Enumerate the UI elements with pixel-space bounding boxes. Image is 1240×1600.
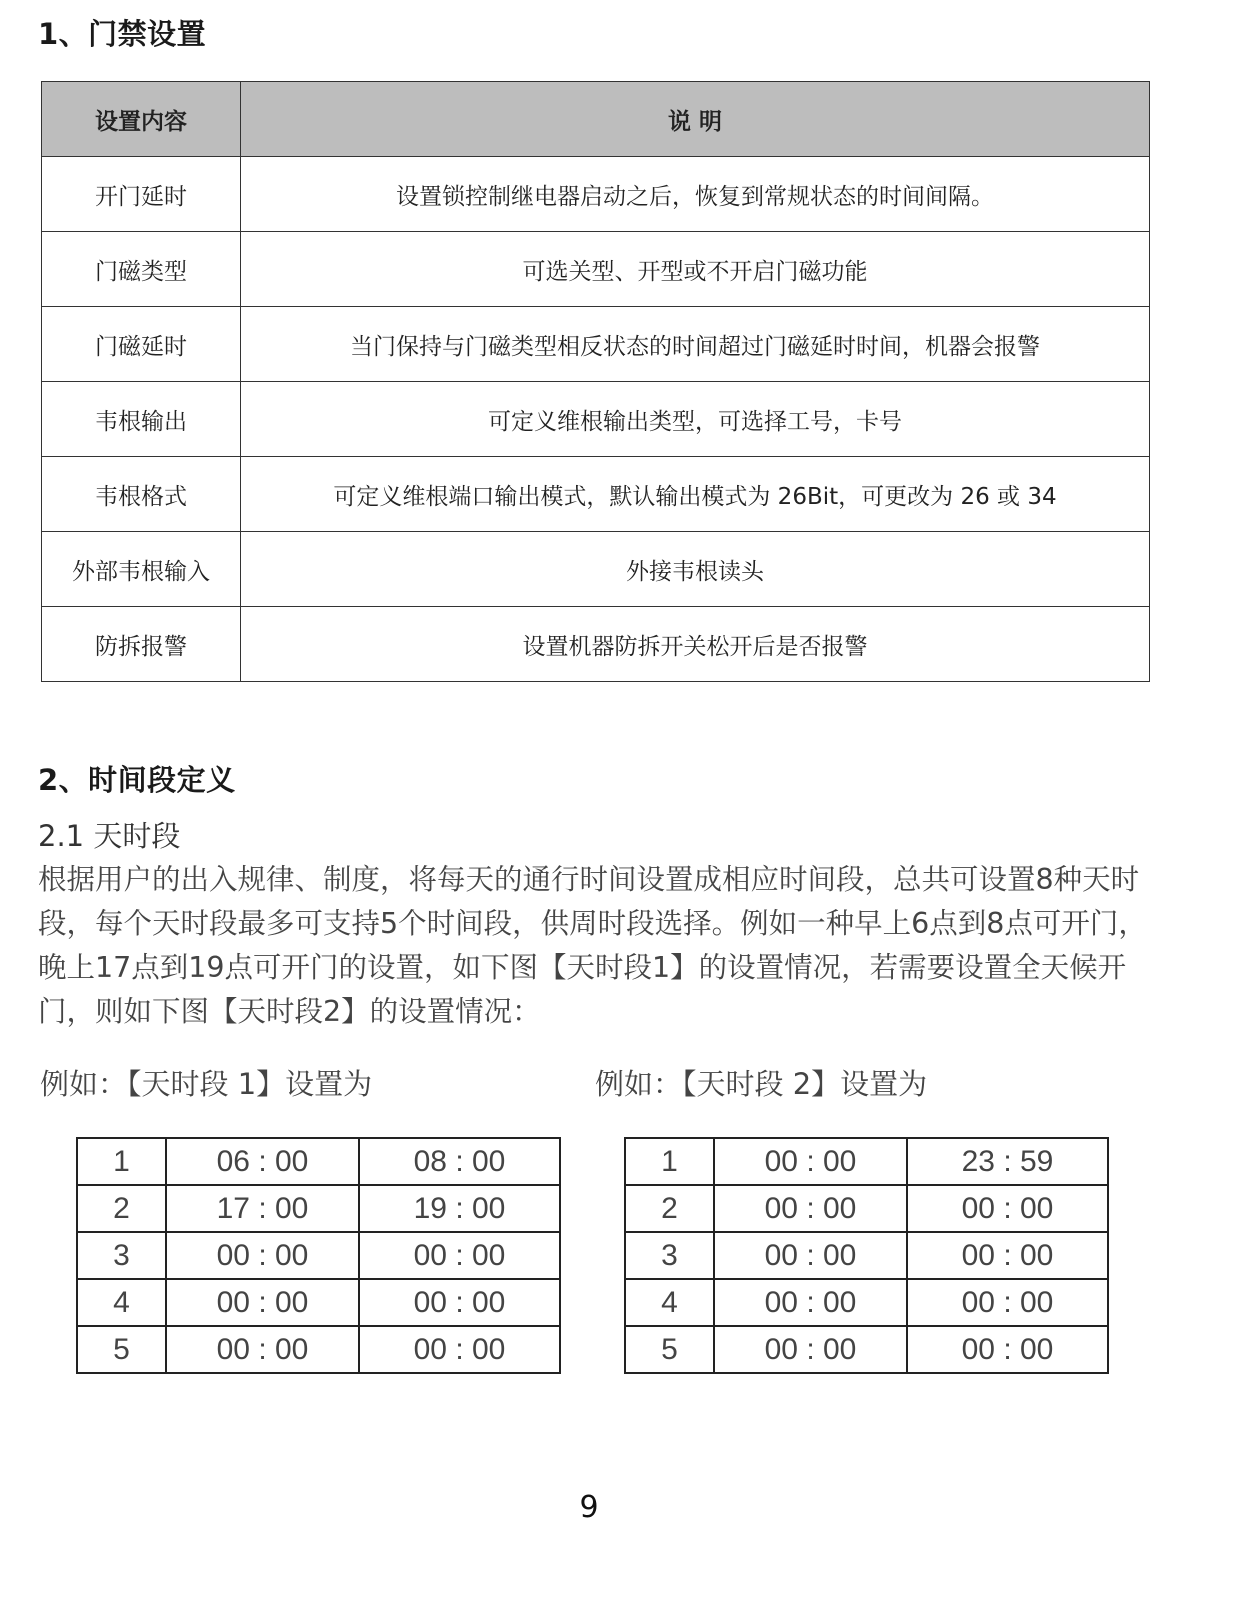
period-index: 4 [77,1279,166,1326]
table-row [42,532,1150,607]
period-index: 3 [77,1232,166,1279]
start-time: 00 : 00 [714,1326,907,1373]
setting-name: 开门延时 [42,157,241,232]
start-time: 00 : 00 [166,1279,359,1326]
table-row [77,1138,560,1185]
period-index: 1 [625,1138,714,1185]
start-time: 17 : 00 [166,1185,359,1232]
header-setting: 设置内容 [42,82,241,157]
period-index: 5 [77,1326,166,1373]
end-time: 23 : 59 [907,1138,1108,1185]
table-row [77,1232,560,1279]
setting-name: 韦根输出 [42,382,241,457]
end-time: 00 : 00 [907,1185,1108,1232]
table-row [42,607,1150,682]
setting-description: 外接韦根读头 [241,532,1150,607]
table-row [42,382,1150,457]
table-row [42,232,1150,307]
start-time: 00 : 00 [714,1185,907,1232]
access-settings-table [41,81,1150,682]
table-row [625,1326,1108,1373]
table-header-row [42,82,1150,157]
start-time: 00 : 00 [714,1138,907,1185]
end-time: 00 : 00 [359,1326,560,1373]
table-row [625,1279,1108,1326]
period-index: 2 [625,1185,714,1232]
setting-description: 可定义维根端口输出模式，默认输出模式为 26Bit，可更改为 26 或 34 [241,457,1150,532]
setting-name: 韦根格式 [42,457,241,532]
period-index: 3 [625,1232,714,1279]
example-1-label: 例如：【天时段 1】设置为 [40,1067,373,1101]
setting-name: 门磁延时 [42,307,241,382]
setting-description: 可定义维根输出类型，可选择工号，卡号 [241,382,1150,457]
table-row [42,457,1150,532]
end-time: 08 : 00 [359,1138,560,1185]
end-time: 00 : 00 [359,1279,560,1326]
period-index: 1 [77,1138,166,1185]
page-number: 9 [579,1490,599,1525]
section-2-title: 2、时间段定义 [38,763,236,797]
end-time: 19 : 00 [359,1185,560,1232]
table-row [625,1185,1108,1232]
body-paragraph: 根据用户的出入规律、制度，将每天的通行时间设置成相应时间段，总共可设置8种天时段，每个天时段最多可支持5个时间段，供周时段选择。例如一种早上6点到8点可开门，晚上17点到19点可开门的设置，如下图【天时段1】的设置情况，若需要设置全天候开门，则如下图【天时段2】的设置情况： [38,863,1147,1028]
setting-name: 门磁类型 [42,232,241,307]
setting-description: 当门保持与门磁类型相反状态的时间超过门磁延时时间，机器会报警 [241,307,1150,382]
end-time: 00 : 00 [359,1232,560,1279]
table-row [625,1138,1108,1185]
section-1-title: 1、门禁设置 [38,17,207,51]
day-period-2-table [624,1137,1109,1374]
setting-description: 设置机器防拆开关松开后是否报警 [241,607,1150,682]
example-2-label: 例如：【天时段 2】设置为 [595,1067,928,1101]
setting-name: 外部韦根输入 [42,532,241,607]
start-time: 00 : 00 [166,1232,359,1279]
table-row [77,1185,560,1232]
header-description: 说 明 [241,82,1150,157]
setting-description: 可选关型、开型或不开启门磁功能 [241,232,1150,307]
setting-description: 设置锁控制继电器启动之后，恢复到常规状态的时间间隔。 [241,157,1150,232]
end-time: 00 : 00 [907,1232,1108,1279]
start-time: 00 : 00 [714,1279,907,1326]
table-row [42,307,1150,382]
table-row [625,1232,1108,1279]
table-row [42,157,1150,232]
table-row [77,1279,560,1326]
period-index: 2 [77,1185,166,1232]
start-time: 00 : 00 [714,1232,907,1279]
end-time: 00 : 00 [907,1279,1108,1326]
table-row [77,1326,560,1373]
day-period-1-table [76,1137,561,1374]
period-index: 4 [625,1279,714,1326]
start-time: 00 : 00 [166,1326,359,1373]
period-index: 5 [625,1326,714,1373]
subsection-title: 2.1 天时段 [38,819,181,853]
end-time: 00 : 00 [907,1326,1108,1373]
start-time: 06 : 00 [166,1138,359,1185]
setting-name: 防拆报警 [42,607,241,682]
